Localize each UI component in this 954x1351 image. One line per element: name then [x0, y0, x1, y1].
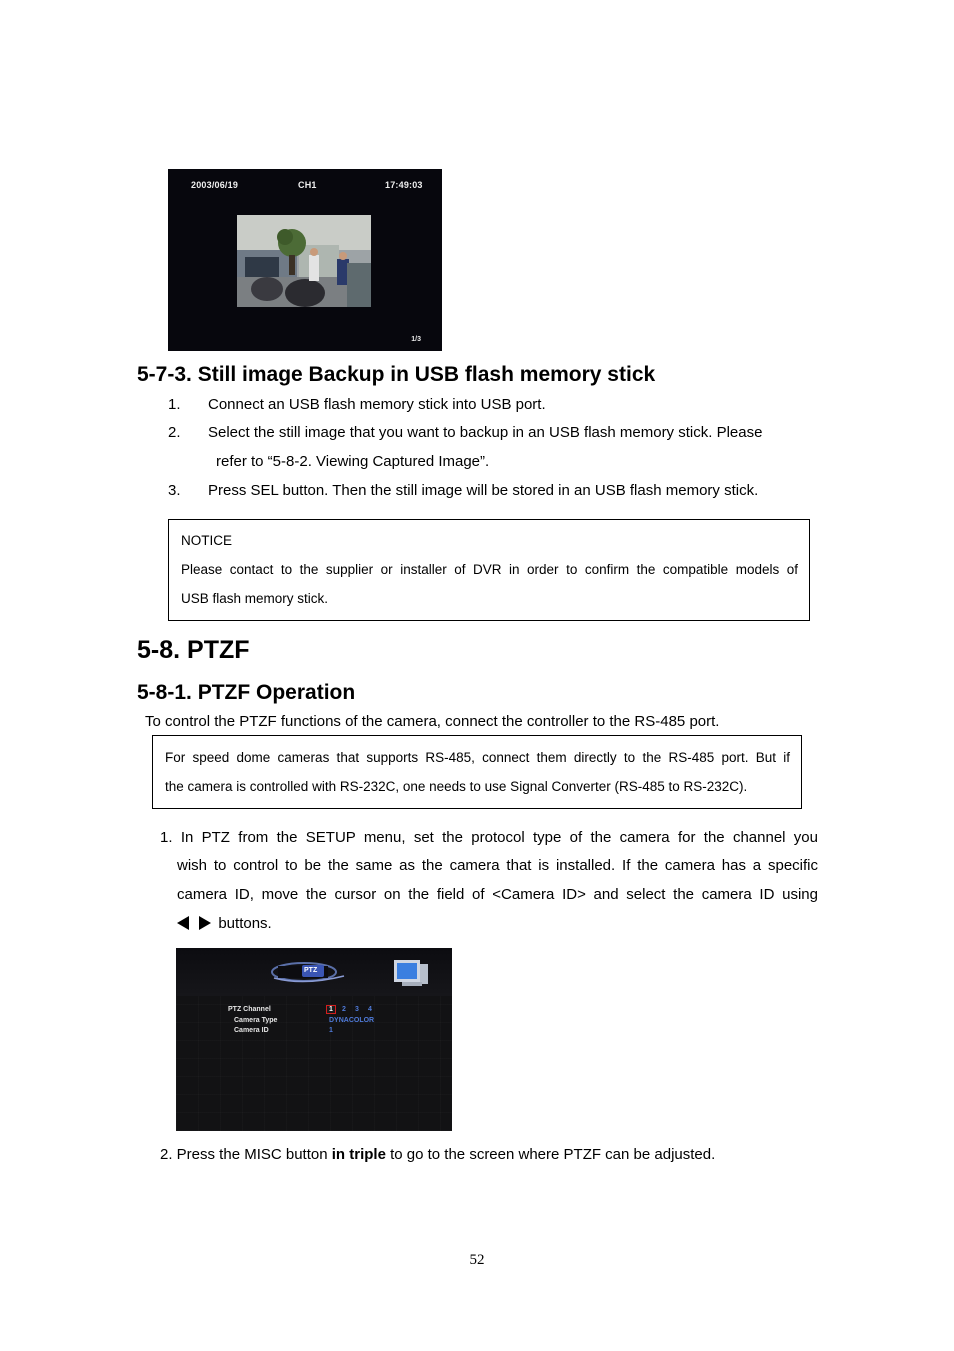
capture-date: 2003/06/19 — [191, 180, 239, 190]
note-text-line: For speed dome cameras that supports RS-485, connect them directly to the RS-485 port. But if — [165, 750, 790, 765]
camera-id-value[interactable]: 1 — [329, 1027, 333, 1034]
notice-text-line: USB flash memory stick. — [181, 591, 329, 606]
page-number: 52 — [469, 1252, 485, 1268]
captured-photo — [237, 215, 371, 307]
section-heading-5-8-1: 5-8-1. PTZF Operation — [137, 681, 356, 704]
section-heading-5-8: 5-8. PTZF — [137, 636, 250, 664]
step1-line: wish to control to be the same as the camera that is installed. If the camera has a specific — [177, 857, 818, 874]
left-arrow-icon — [177, 916, 189, 930]
step1-buttons-line — [177, 915, 272, 932]
step1-line: 1. In PTZ from the SETUP menu, set the protocol type of the camera for the channel you — [160, 829, 818, 846]
list-text: Connect an USB flash memory stick into USB port. — [208, 396, 546, 413]
note-text-line: the camera is controlled with RS-232C, one needs to use Signal Converter (RS-485 to RS-232C). — [165, 779, 748, 794]
camera-type-value[interactable]: DYNACOLOR — [329, 1017, 375, 1024]
list-number: 2. — [168, 424, 181, 441]
list-text: Select the still image that you want to backup in an USB flash memory stick. Please — [208, 424, 763, 441]
intro-paragraph: To control the PTZF functions of the camera, connect the controller to the RS-485 port. — [145, 713, 720, 730]
step1-buttons-text: buttons. — [218, 915, 272, 932]
note-box — [152, 735, 802, 809]
step2-text: to go to the screen where PTZF can be adjusted. — [385, 1146, 716, 1163]
list-text: Press SEL button. Then the still image will be stored in an USB flash memory stick. — [208, 482, 759, 499]
step2-text: 2. Press the MISC button — [160, 1146, 332, 1163]
capture-time: 17:49:03 — [385, 180, 423, 190]
camera-id-label: Camera ID — [234, 1027, 269, 1034]
ptz-channel-option[interactable]: 2 — [342, 1006, 346, 1013]
ptz-channel-label: PTZ Channel — [228, 1006, 271, 1013]
ptz-channel-option[interactable]: 3 — [355, 1006, 359, 1013]
ptz-menu-screenshot — [176, 948, 452, 1131]
step2-paragraph — [160, 1146, 715, 1163]
ptz-menu-body — [176, 996, 452, 1131]
list-item-continuation: refer to “5-8-2. Viewing Captured Image”. — [216, 453, 490, 470]
capture-channel: CH1 — [298, 180, 317, 190]
list-number: 3. — [168, 482, 181, 499]
step2-bold-text: in triple — [331, 1146, 386, 1163]
ptz-channel-option-selected[interactable]: 1 — [326, 1005, 336, 1014]
section-heading-5-7-3: 5-7-3. Still image Backup in USB flash memory stick — [137, 363, 656, 386]
captured-image-screenshot — [168, 169, 442, 351]
ptz-logo-text: PTZ — [304, 967, 318, 974]
list-number: 1. — [168, 396, 181, 413]
right-arrow-icon — [199, 916, 211, 930]
notice-text-line: Please contact to the supplier or installer of DVR in order to confirm the compatible models of — [181, 562, 798, 577]
ptz-channel-option[interactable]: 4 — [368, 1006, 372, 1013]
ptz-banner — [176, 948, 452, 996]
notice-box — [168, 519, 810, 621]
camera-type-label: Camera Type — [234, 1017, 278, 1024]
notice-title: NOTICE — [181, 533, 233, 548]
capture-page-indicator: 1/3 — [411, 336, 421, 343]
step1-line: camera ID, move the cursor on the field of <Camera ID> and select the camera ID using — [177, 886, 818, 903]
